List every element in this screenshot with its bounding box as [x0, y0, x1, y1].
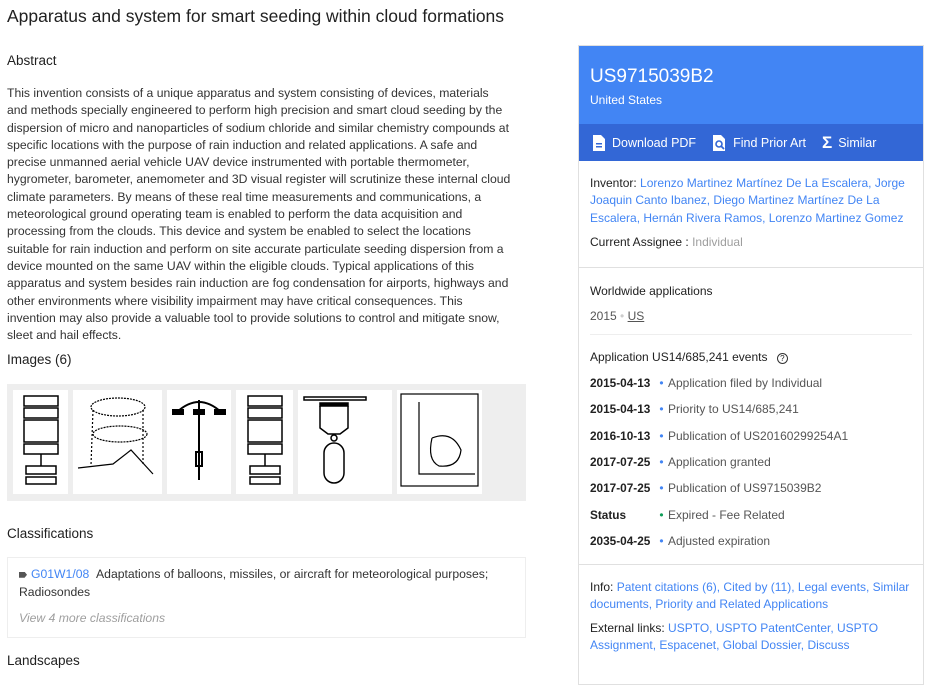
image-gallery [7, 384, 526, 501]
worldwide-heading: Worldwide applications [590, 284, 713, 299]
event-text: Application filed by Individual [668, 376, 823, 391]
image-thumbnail[interactable] [397, 390, 482, 494]
panel-header [579, 46, 923, 124]
events-list [590, 375, 912, 550]
event-dot: • [659, 402, 664, 417]
event-text: Publication of US9715039B2 [668, 481, 822, 496]
event-date: 2015-04-13 [590, 402, 651, 417]
similar-button[interactable] [822, 133, 876, 153]
find-prior-art-button[interactable] [712, 134, 806, 152]
event-text: Expired - Fee Related [668, 507, 785, 522]
inventor-links[interactable]: Lorenzo Martinez Martínez De La Escalera, Jorge Joaquin Canto Ibanez, Diego Martinez Martínez De La Escalera, Hernán Rivera Ramos, Lorenzo Martinez Gomez [590, 176, 905, 225]
image-thumbnail[interactable] [298, 390, 392, 494]
event-row [590, 507, 912, 524]
event-dot: • [659, 533, 664, 548]
event-text: Priority to US14/685,241 [668, 402, 799, 417]
event-dot: • [659, 507, 664, 522]
event-row [590, 375, 912, 392]
worldwide-year: 2015 [590, 309, 617, 324]
image-thumbnail[interactable] [73, 390, 162, 494]
inventor-label: Inventor: [590, 176, 637, 190]
search-document-icon [712, 134, 727, 152]
help-icon[interactable]: ? [777, 353, 788, 364]
assignee-value: Individual [692, 234, 743, 249]
event-row [590, 480, 912, 497]
event-dot: • [659, 454, 664, 469]
sigma-icon: Σ [822, 132, 833, 152]
event-date: 2035-04-25 [590, 533, 651, 548]
image-thumbnail[interactable] [13, 390, 68, 494]
similar-label: Similar [838, 135, 877, 150]
event-date: Status [590, 507, 627, 522]
landscapes-heading: Landscapes [7, 653, 80, 668]
download-pdf-button[interactable] [592, 134, 696, 152]
page-title: Apparatus and system for smart seeding within cloud formations [7, 6, 505, 26]
abstract-text: This invention consists of a unique apparatus and system consisting of devices, materials and methods specially engineered to perform high precision and smart cloud seeding by the dispersion of micro and nanoparticles of sodium chloride and similar chemistry compounds at specific locations with the purpose of rain induction and related applications. A safe and precise unmanned aerial vehicle UAV device instrumented with portable thermometer, hygrometer, barometer, anemometer and 3D visual register will scrutinize these internal cloud climate parameters. By means of these real time measurements and communications, a meteorological ground operating team is enabled to perform the data acquisition and processing from the clouds. This device and system be enabled to select the locations suitable for rain induction and perform on site accurate particulate seeding dispersion from a device mounted on the same UAV within the eligible clouds. Typical applications of this apparatus and system besides rain induction are fog condensation for airports, highways and other environments where visibility impairment may have critical consequences. This invention may also provide a valuable tool to provide solutions to control and mitigate snow, sleet and hail effects. [7, 86, 511, 343]
assignee-label: Current Assignee : [590, 234, 689, 249]
event-text: Adjusted expiration [668, 533, 771, 548]
patent-country: United States [590, 93, 663, 107]
info-label: Info: [590, 580, 614, 595]
worldwide-country-link[interactable]: US [627, 309, 645, 324]
events-heading: Application US14/685,241 events [590, 349, 768, 364]
event-dot: • [659, 481, 664, 496]
images-heading: Images (6) [7, 352, 72, 367]
pdf-file-icon [592, 134, 606, 152]
event-dot: • [659, 376, 664, 391]
classifications-heading: Classifications [7, 526, 94, 541]
event-date: 2015-04-13 [590, 376, 651, 391]
event-row [590, 533, 912, 550]
tag-icon [19, 572, 27, 578]
external-links-label: External links: [590, 620, 665, 635]
action-bar [579, 124, 923, 161]
find-prior-art-label: Find Prior Art [733, 135, 807, 150]
event-date: 2016-10-13 [590, 428, 651, 443]
event-text: Application granted [668, 454, 771, 469]
abstract-heading: Abstract [7, 53, 57, 68]
event-date: 2017-07-25 [590, 454, 651, 469]
info-links[interactable]: Patent citations (6), Cited by (11), Legal events, Similar documents, Priority and Related Applications [590, 580, 910, 612]
image-thumbnail[interactable] [236, 390, 293, 494]
classification-code-link[interactable]: G01W1/08 [31, 567, 90, 581]
event-text: Publication of US20160299254A1 [668, 428, 849, 443]
image-thumbnail[interactable] [167, 390, 231, 494]
event-row [590, 428, 912, 445]
event-row [590, 454, 912, 471]
event-row [590, 401, 912, 418]
classification-description: Adaptations of balloons, missiles, or aircraft for meteorological purposes; Radiosondes [19, 567, 489, 599]
event-dot: • [659, 428, 664, 443]
patent-summary-panel: US9715039B2 United States Download PDF Find Prior Art Σ Similar Inventor: Lorenzo Martinez Martínez De La Escalera, Jorge Joaquin Canto Ibanez, Diego Martinez Martínez De La Escalera, Hernán Rivera Ramos, Lorenzo Martinez Gomez Current Assignee : Individual Worldwide applications 2015 • US Application US14/685,241 events ? 2015-04-13 • Application filed by Individual 2015-04-13 • Priority to US14/685,241 2016-10-13 • Publication of US20160299254A1 2017-07-25 • Application granted 2017-07-25 • Publication of US9715039B2 Status • Expired - Fee Related 2035-04-25 • Adjusted expiration Info: Patent citations (6), Cited by (11), Legal events, Similar documents, Priority and Related Applications External links: USPTO, USPTO PatentCenter, USPTO Assignment, Espacenet, Global Dossier, Discuss [578, 45, 924, 685]
download-pdf-label: Download PDF [612, 135, 697, 150]
classification-box [7, 557, 526, 638]
patent-number: US9715039B2 [590, 66, 714, 87]
view-more-classifications-link[interactable]: View 4 more classifications [19, 611, 166, 625]
external-links[interactable]: USPTO, USPTO PatentCenter, USPTO Assignment, Espacenet, Global Dossier, Discuss [590, 620, 879, 653]
event-date: 2017-07-25 [590, 481, 651, 496]
